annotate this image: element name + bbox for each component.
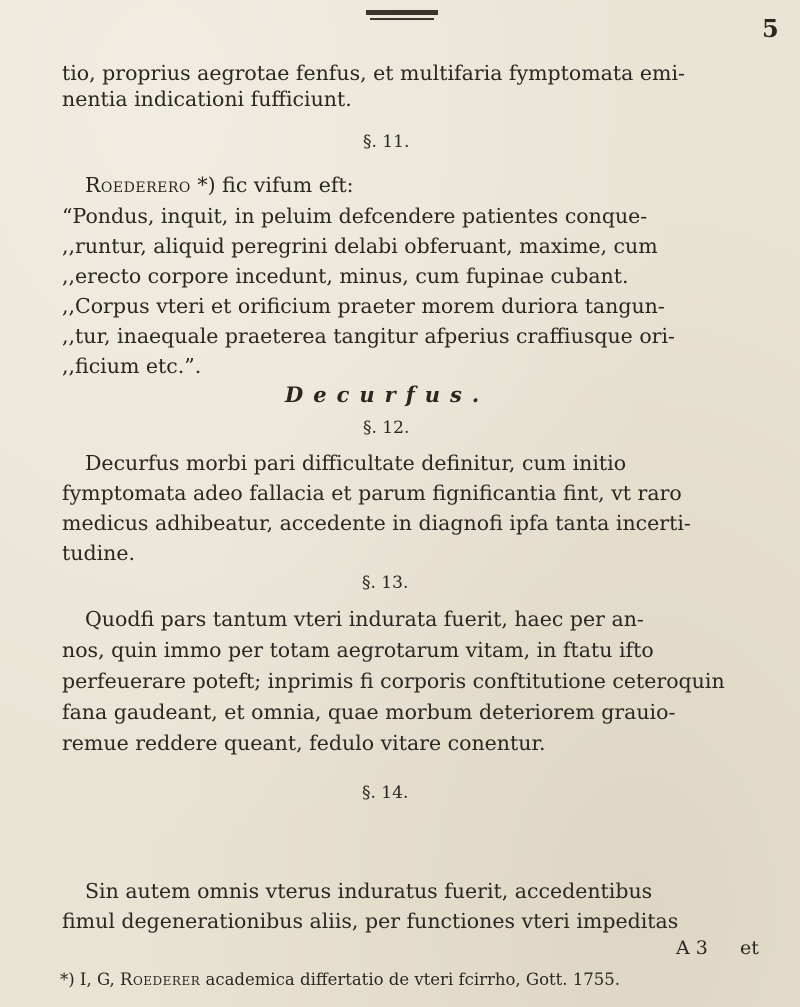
text-line: fimul degenerationibus aliis, per functiones vteri impeditas	[62, 909, 679, 933]
author-name: Roederero	[85, 173, 191, 197]
footnote-author: Roederer	[120, 970, 201, 989]
text-line: Quodfi pars tantum vteri indurata fuerit, haec per an-	[85, 607, 644, 631]
quote-line: ,,ficium etc.”.	[62, 354, 202, 378]
quote-intro	[85, 172, 354, 198]
section-title: Decurfus.	[285, 382, 490, 407]
text-line: remue reddere queant, fedulo vitare conentur.	[62, 731, 546, 755]
text-line: perfeuerare poteft; inprimis fi corporis conftitutione ceteroquin	[62, 669, 725, 693]
text-line: nos, quin immo per totam aegrotarum vitam, in ftatu ifto	[62, 638, 654, 662]
signature-mark: A 3	[676, 937, 708, 959]
page-number: 5	[762, 14, 779, 43]
section-heading: §. 14.	[362, 783, 409, 803]
section-heading: §. 13.	[362, 573, 409, 593]
quote-line: “Pondus, inquit, in peluim defcendere patientes conque-	[62, 204, 648, 228]
text-line: fymptomata adeo fallacia et parum fignificantia fint, vt raro	[62, 481, 682, 505]
footnote	[60, 970, 620, 989]
quote-line: ,,erecto corpore incedunt, minus, cum fupinae cubant.	[62, 264, 629, 288]
quote-line: ,,runtur, aliquid peregrini delabi obferuant, maxime, cum	[62, 234, 658, 258]
text-line: fana gaudeant, et omnia, quae morbum deteriorem grauio-	[62, 700, 676, 724]
text-line: nentia indicationi fufficiunt.	[62, 87, 352, 111]
text-line: medicus adhibeatur, accedente in diagnofi ipfa tanta incerti-	[62, 511, 691, 535]
quote-intro-rest: *) fic vifum eft:	[190, 173, 354, 197]
footnote-text: academica differtatio de vteri fcirrho, Gott. 1755.	[205, 970, 621, 989]
catchword: et	[740, 937, 759, 959]
footnote-mark: *) I, G,	[60, 970, 115, 989]
quote-line: ,,tur, inaequale praeterea tangitur afperius craffiusque ori-	[62, 324, 675, 348]
quote-line: ,,Corpus vteri et orificium praeter morem duriora tangun-	[62, 294, 665, 318]
text-line: tio, proprius aegrotae fenfus, et multifaria fymptomata emi-	[62, 61, 685, 85]
section-heading: §. 11.	[363, 132, 410, 152]
text-line: tudine.	[62, 541, 135, 565]
text-line: Decurfus morbi pari difficultate definitur, cum initio	[85, 451, 627, 475]
text-line: Sin autem omnis vterus induratus fuerit, accedentibus	[85, 879, 653, 903]
section-heading: §. 12.	[363, 418, 410, 438]
header-ornament	[366, 10, 438, 24]
